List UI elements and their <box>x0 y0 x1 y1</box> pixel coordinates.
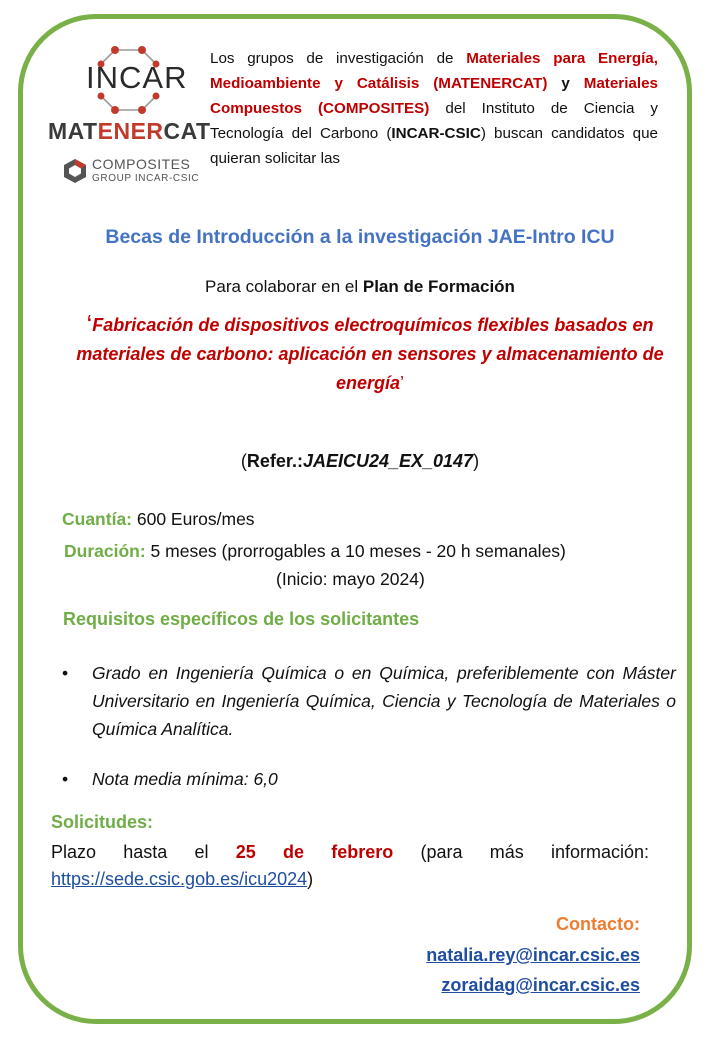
plan-bold: Plan de Formación <box>362 277 515 296</box>
plan-prefix: Para colaborar en el <box>205 277 363 296</box>
reference-line <box>0 451 720 472</box>
institute-acronym: INCAR-CSIC <box>391 125 481 142</box>
refer-code: JAEICU24_EX_0147 <box>302 451 474 471</box>
cuantia-line <box>62 509 255 530</box>
duracion-line <box>64 541 566 562</box>
becas-heading: Becas de Introducción a la investigación JAE-Intro ICU <box>105 226 615 248</box>
composites-logo <box>62 154 202 188</box>
refer-open: ( <box>240 451 247 471</box>
intro-text-2: y <box>547 75 584 92</box>
list-item <box>62 659 676 743</box>
incar-logo <box>70 40 190 118</box>
requisitos-heading: Requisitos específicos de los solicitantes <box>63 609 420 629</box>
list-item <box>62 765 676 793</box>
incar-wordmark: INCAR <box>86 60 188 95</box>
matenercat-suffix: CAT <box>163 118 211 144</box>
inicio-line: (Inicio: mayo 2024) <box>276 569 425 589</box>
plazo-prefix: Plazo hasta el <box>51 842 236 862</box>
url-line <box>51 866 313 893</box>
plazo-date: 25 de febrero <box>235 842 394 862</box>
solicitudes-heading: Solicitudes: <box>51 812 154 832</box>
intro-paragraph <box>210 46 658 171</box>
requisitos-list <box>62 659 676 793</box>
composites-subtitle: GROUP INCAR-CSIC <box>92 173 200 184</box>
requisito-text: Grado en Ingeniería Química o en Química, preferiblemente con Máster Universitario en Ingeniería Química, Ciencia y Tecnología de Materiales o Química Analítica. <box>92 663 676 739</box>
bullet-icon: • <box>62 663 69 683</box>
plazo-line <box>51 839 649 866</box>
open-quote: ‘ <box>86 309 93 339</box>
matenercat-prefix: MAT <box>48 118 98 144</box>
sede-link[interactable]: https://sede.csic.gob.es/icu2024 <box>51 869 308 889</box>
duracion-value: 5 meses (prorrogables a 10 meses - 20 h semanales) <box>145 541 566 561</box>
group-composites: Materiales Compuestos (COMPOSITES) <box>210 75 658 117</box>
email-link-zoraidag[interactable]: zoraidag@incar.csic.es <box>441 975 640 995</box>
project-title <box>60 310 680 398</box>
bullet-icon: • <box>62 769 69 789</box>
project-title-text: Fabricación de dispositivos electroquímicos flexibles basados en materiales de carbono: aplicación en sensores y almacenamiento de energía <box>76 315 664 393</box>
logo-block <box>48 38 211 188</box>
url-close: ) <box>307 869 314 889</box>
cuantia-value: 600 Euros/mes <box>132 509 255 529</box>
close-quote: ’ <box>400 373 405 393</box>
duracion-label: Duración: <box>64 541 146 561</box>
intro-text-4: ) buscan candidatos que quieran solicitar las <box>210 125 658 167</box>
composites-wordmark: COMPOSITES <box>92 156 191 172</box>
matenercat-mid: ENER <box>97 118 164 144</box>
refer-label: Refer.: <box>246 451 303 471</box>
group-matenercat: Materiales para Energía, Medioambiente y Catálisis (MATENERCAT) <box>210 50 658 92</box>
hexagon-icon <box>62 158 88 184</box>
refer-close: ) <box>473 451 480 471</box>
email-link-natalia[interactable]: natalia.rey@incar.csic.es <box>426 945 640 965</box>
requisito-text: Nota media mínima: 6,0 <box>92 769 278 789</box>
intro-text-3: del Instituto de Ciencia y Tecnología del Carbono ( <box>210 100 658 142</box>
cuantia-label: Cuantía: <box>62 509 132 529</box>
plan-line <box>0 277 720 297</box>
contacto-heading: Contacto: <box>556 914 640 934</box>
intro-text-1: Los grupos de investigación de <box>210 50 467 67</box>
plazo-suffix: (para más información: <box>393 842 649 862</box>
matenercat-logo <box>48 118 211 145</box>
